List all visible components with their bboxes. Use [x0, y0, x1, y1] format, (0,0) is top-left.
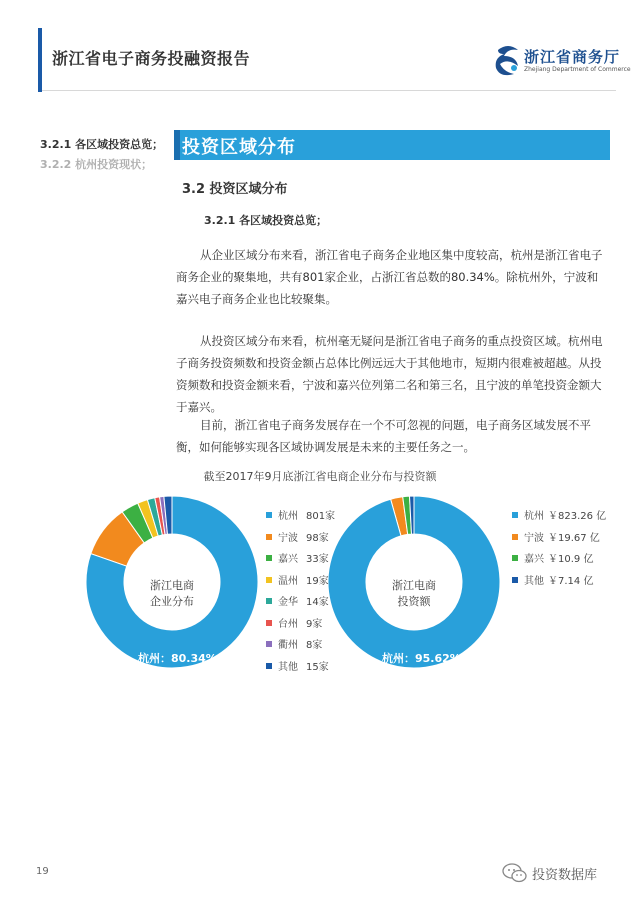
legend-label: 衢州 [278, 640, 298, 651]
legend-swatch [512, 577, 518, 583]
section-banner-accent [174, 130, 180, 160]
section-banner-title: 投资区域分布 [182, 137, 296, 158]
legend-value: ￥19.67 亿 [548, 532, 600, 544]
header-accent-bar [38, 28, 42, 92]
legend-item [266, 573, 335, 595]
legend-item [266, 594, 335, 616]
legend-value: 8家 [306, 640, 323, 651]
enterprise-legend [266, 508, 335, 680]
section-side-nav [40, 136, 168, 176]
subsection-heading: 3.2.1 各区域投资总览； [204, 214, 328, 227]
legend-swatch [266, 512, 272, 518]
legend-label: 其他 [278, 661, 298, 673]
donut-center-label-enterprise [132, 578, 212, 610]
donut-center-label-investment [374, 578, 454, 610]
legend-swatch [266, 620, 272, 626]
legend-label: 台州 [278, 618, 298, 630]
paragraph-investment-distribution: 从投资区域分布来看，杭州毫无疑问是浙江省电子商务的重点投资区域。杭州电子商务投资频数和投资金额占总体比例远远大于其他地市，短期内很难被超越。从投资频数和投资金额来看，宁波和嘉兴位列第二名和第三名，且宁波的单笔投资金额大于嘉兴。 [176, 334, 603, 414]
donut-highlight-investment: 杭州：95.62% [382, 652, 461, 665]
legend-item [266, 616, 335, 638]
legend-value: 801家 [306, 511, 336, 522]
donut-center-line-2: 企业分布 [150, 595, 194, 608]
logo-subtext: Zhejiang Department of Commerce [524, 66, 631, 73]
legend-swatch [266, 577, 272, 583]
donut-center-line-2: 投资额 [397, 595, 431, 608]
logo-swirl-icon [494, 44, 522, 78]
legend-label: 杭州 [524, 511, 544, 522]
legend-swatch [266, 555, 272, 561]
side-nav-item-overview[interactable]: 3.2.1 各区域投资总览； [40, 138, 164, 151]
legend-label: 其他 [524, 575, 544, 587]
legend-item [266, 530, 335, 552]
legend-label: 金华 [278, 597, 298, 608]
legend-item [512, 551, 606, 573]
legend-item [266, 659, 335, 681]
legend-value: ￥7.14 亿 [548, 575, 594, 587]
legend-value: 19家 [306, 575, 329, 587]
paragraph-enterprise-distribution: 从企业区域分布来看，浙江省电子商务企业地区集中度较高，杭州是浙江省电子商务企业的聚集地，共有801家企业，占浙江省总数的80.34%。除杭州外，宁波和嘉兴电子商务企业也比较聚集。 [176, 248, 603, 306]
side-nav-item-hangzhou[interactable]: 3.2.2 杭州投资现状； [40, 158, 153, 171]
footer-brand-text: 投资数据库 [532, 868, 598, 883]
legend-label: 嘉兴 [524, 554, 544, 565]
section-heading: 3.2 投资区域分布 [182, 182, 288, 197]
legend-item [512, 508, 606, 530]
page-number: 19 [36, 866, 49, 877]
chart-title: 截至2017年9月底浙江省电商企业分布与投资额 [203, 470, 437, 483]
legend-item [266, 551, 335, 573]
legend-swatch [266, 641, 272, 647]
legend-swatch [512, 555, 518, 561]
legend-swatch [266, 534, 272, 540]
legend-swatch [266, 663, 272, 669]
legend-item [266, 637, 335, 659]
donut-center-line-1: 浙江电商 [150, 579, 194, 592]
donut-highlight-enterprise: 杭州：80.34% [138, 652, 217, 665]
logo-text: 浙江省商务厅 [524, 48, 621, 66]
report-title: 浙江省电子商务投融资报告 [52, 49, 251, 68]
wechat-icon [502, 862, 528, 884]
legend-swatch [512, 512, 518, 518]
legend-label: 宁波 [278, 532, 298, 544]
investment-legend [512, 508, 606, 594]
paragraph-regional-imbalance: 目前，浙江省电子商务发展存在一个不可忽视的问题，电子商务区域发展不平衡，如何能够实现各区域协调发展是未来的主要任务之一。 [176, 418, 591, 454]
legend-item [512, 573, 606, 595]
donut-center-line-1: 浙江电商 [392, 579, 436, 592]
legend-item [512, 530, 606, 552]
legend-value: 9家 [306, 618, 323, 630]
legend-label: 嘉兴 [278, 554, 298, 565]
legend-label: 杭州 [278, 511, 298, 522]
legend-swatch [266, 598, 272, 604]
page-header [0, 0, 640, 108]
department-logo [494, 44, 631, 84]
legend-item [266, 508, 335, 530]
footer-brand [500, 862, 630, 886]
legend-value: 33家 [306, 554, 329, 565]
legend-value: ￥10.9 亿 [548, 554, 594, 565]
legend-label: 宁波 [524, 532, 544, 544]
legend-label: 温州 [278, 575, 298, 587]
legend-value: ￥823.26 亿 [548, 511, 607, 522]
legend-value: 98家 [306, 532, 329, 544]
header-divider [42, 90, 616, 91]
legend-value: 14家 [306, 597, 329, 608]
legend-swatch [512, 534, 518, 540]
legend-value: 15家 [306, 661, 329, 673]
